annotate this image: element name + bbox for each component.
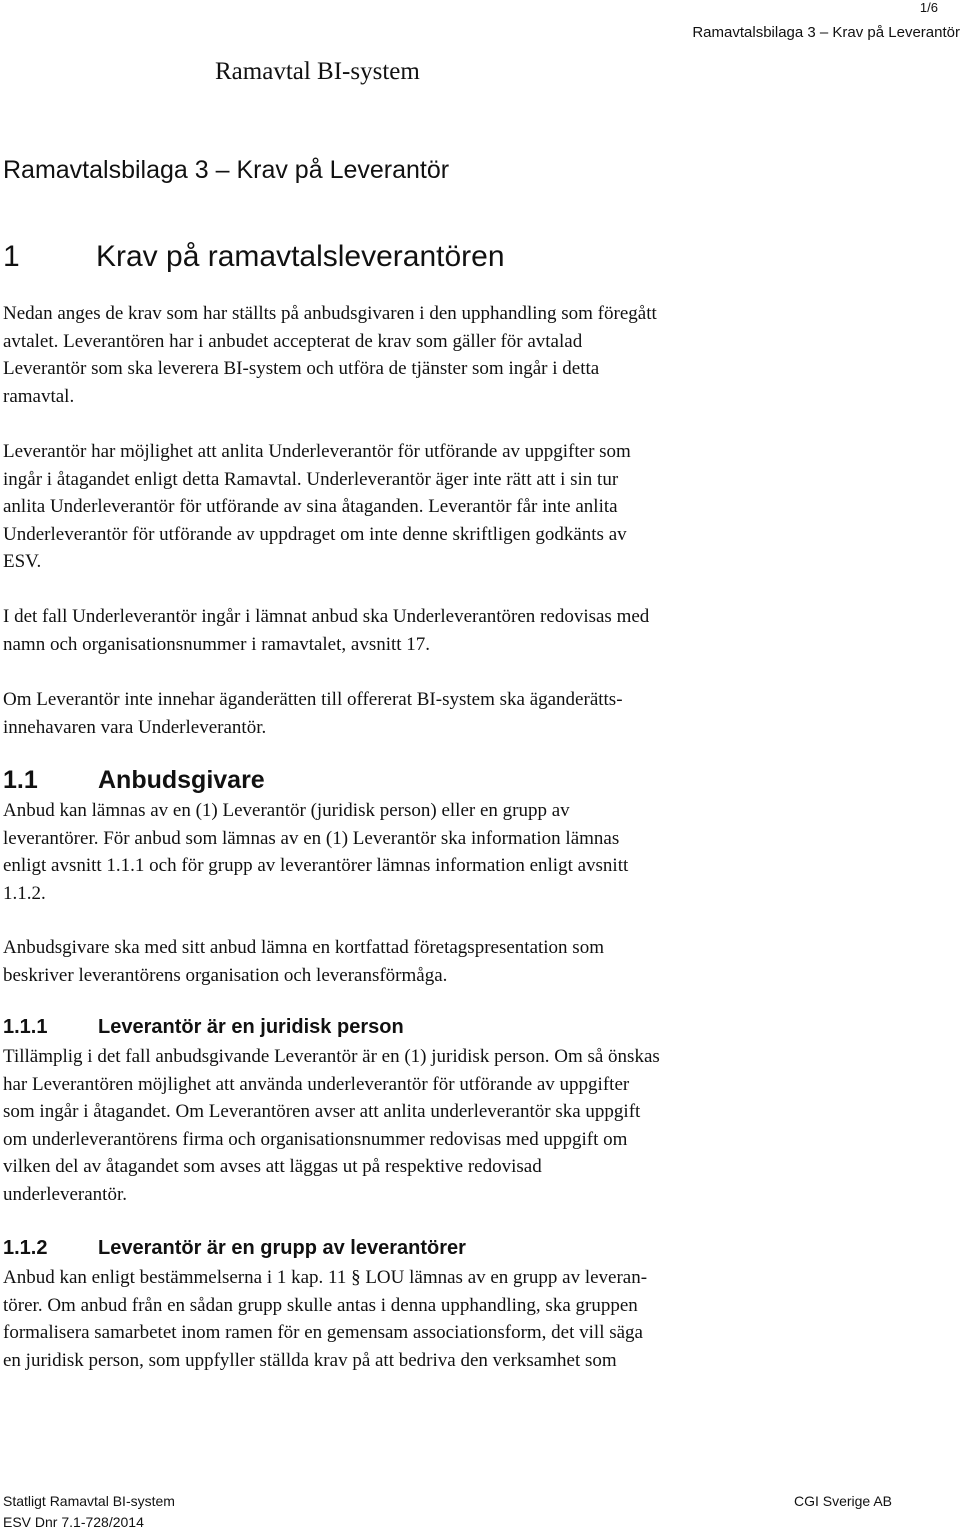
- section-1-1-heading: [3, 766, 265, 795]
- section-1-1-number: 1.1: [3, 766, 38, 794]
- text-line: Anbud kan enligt bestämmelserna i 1 kap. 11 § LOU lämnas av en grupp av leveran-: [3, 1267, 648, 1288]
- text-line: ramavtal.: [3, 385, 75, 407]
- footer-reference-number: ESV Dnr 7.1-728/2014: [3, 1514, 144, 1530]
- text-line: formalisera samarbetet inom ramen för en gemensam associationsform, det vill säga: [3, 1322, 643, 1343]
- text-line: underleverantör.: [3, 1183, 127, 1205]
- document-title: Ramavtal BI-system: [215, 58, 420, 85]
- text-line: törer. Om anbud från en sådan grupp skulle antas i denna upphandling, ska gruppen: [3, 1294, 638, 1316]
- text-line: Tillämplig i det fall anbudsgivande Leverantör är en (1) juridisk person. Om så önskas: [3, 1046, 660, 1067]
- running-header-title: Ramavtalsbilaga 3 – Krav på Leverantör: [692, 24, 960, 41]
- text-line: Leverantör har möjlighet att anlita Underleverantör för utförande av uppgifter som: [3, 441, 631, 462]
- text-line: har Leverantören möjlighet att använda underleverantör för utförande av uppgifter: [3, 1073, 630, 1095]
- section-1-paragraph-2: [3, 438, 763, 576]
- section-1-1-1-number: 1.1.1: [3, 1016, 48, 1038]
- footer-agreement-name: Statligt Ramavtal BI-system: [3, 1493, 175, 1509]
- page-number: 1/6: [919, 0, 938, 15]
- text-line: ESV.: [3, 551, 42, 572]
- text-line: innehavaren vara Underleverantör.: [3, 716, 267, 738]
- text-line: som ingår i åtagandet. Om Leverantören avser att anlita underleverantör ska uppgift: [3, 1101, 641, 1122]
- footer-company: CGI Sverige AB: [793, 1493, 892, 1509]
- section-1-1-2-number: 1.1.2: [3, 1237, 48, 1259]
- section-1-1-title: Anbudsgivare: [98, 766, 265, 794]
- text-line: ingår i åtagandet enligt detta Ramavtal. Underleverantör äger inte rätt att i sin tur: [3, 468, 619, 490]
- text-line: Anbudsgivare ska med sitt anbud lämna en kortfattad företagspresentation som: [3, 937, 604, 958]
- text-line: enligt avsnitt 1.1.1 och för grupp av leverantörer lämnas information enligt avsnitt: [3, 855, 629, 876]
- section-1-1-1-heading: [3, 1016, 404, 1039]
- text-line: I det fall Underleverantör ingår i lämnat anbud ska Underleverantören redovisas med: [3, 606, 650, 627]
- text-line: avtalet. Leverantören har i anbudet accepterat de krav som gäller för avtalad: [3, 330, 583, 352]
- section-1-paragraph-4: [3, 686, 763, 741]
- text-line: om underleverantörens firma och organisationsnummer redovisas med uppgift om: [3, 1128, 628, 1150]
- section-1-1-2-heading: [3, 1237, 466, 1260]
- text-line: vilken del av åtagandet som avses att läggas ut på respektive redovisad: [3, 1156, 542, 1177]
- annex-heading: Ramavtalsbilaga 3 – Krav på Leverantör: [3, 156, 450, 184]
- text-line: Anbud kan lämnas av en (1) Leverantör (juridisk person) eller en grupp av: [3, 800, 570, 821]
- text-line: Leverantör som ska leverera BI-system och utföra de tjänster som ingår i detta: [3, 358, 600, 379]
- text-line: en juridisk person, som uppfyller ställda krav på att bedriva den verksamhet som: [3, 1349, 617, 1371]
- text-line: Nedan anges de krav som har ställts på anbudsgivaren i den upphandling som föregått: [3, 303, 657, 324]
- section-1-paragraph-1: [3, 300, 763, 410]
- text-line: anlita Underleverantör för utförande av sina åtaganden. Leverantör får inte anlita: [3, 496, 618, 517]
- section-1-1-1-title: Leverantör är en juridisk person: [98, 1016, 404, 1038]
- section-1-paragraph-3: [3, 603, 763, 658]
- section-1-1-2-paragraph: [3, 1264, 763, 1374]
- section-1-title: Krav på ramavtalsleverantören: [96, 240, 505, 273]
- text-line: Underleverantör för utförande av uppdraget om inte denne skriftligen godkänts av: [3, 523, 627, 545]
- section-1-1-paragraph-2: [3, 934, 763, 989]
- section-1-number: 1: [3, 240, 20, 273]
- section-1-heading: [3, 240, 505, 274]
- text-line: namn och organisationsnummer i ramavtalet, avsnitt 17.: [3, 633, 431, 655]
- text-line: 1.1.2.: [3, 882, 46, 904]
- section-1-1-paragraph-1: [3, 797, 763, 907]
- text-line: beskriver leverantörens organisation och leveransförmåga.: [3, 964, 448, 986]
- text-line: leverantörer. För anbud som lämnas av en (1) Leverantör ska information lämnas: [3, 827, 620, 849]
- section-1-1-1-paragraph: [3, 1043, 763, 1208]
- section-1-1-2-title: Leverantör är en grupp av leverantörer: [98, 1237, 466, 1259]
- text-line: Om Leverantör inte innehar äganderätten till offererat BI-system ska äganderätts-: [3, 689, 623, 710]
